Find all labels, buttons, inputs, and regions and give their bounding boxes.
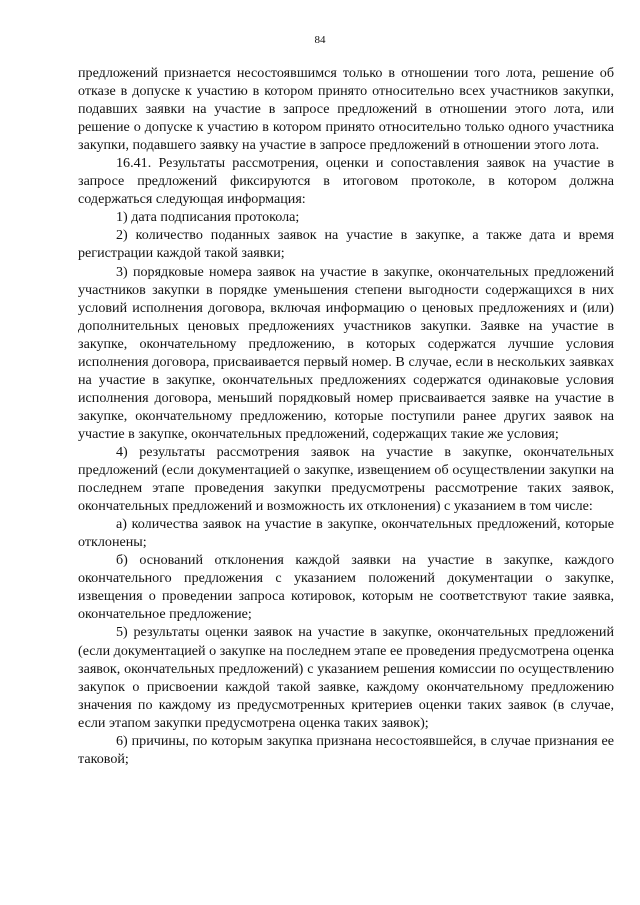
document-body [78,64,614,768]
list-item-3: 3) порядковые номера заявок на участие в закупке, окончательных предложений участников закупки в порядке уменьшения степени выгодности содержащихся в них условий исполнения договора, включая информацию о ценовых предложениях и (или) дополнительных ценовых предложениях участников закупки. Заявке на участие в закупке, окончательному предложению, в которых содержатся лучшие условия исполнения договора, присваивается первый номер. В случае, если в нескольких заявках на участие в закупке, окончательных предложениях содержатся одинаковые условия исполнения договора, меньший порядковый номер присваивается заявке на участие в закупке, окончательному предложению, которые поступили ранее других заявок на участие в закупке, окончательных предложений, содержащих такие же условия; [78,263,614,442]
list-item-5: 5) результаты оценки заявок на участие в закупке, окончательных предложений (если документацией о закупке на последнем этапе ее проведения предусмотрена оценка заявок, окончательных предложений) с указанием решения комиссии по осуществлению закупок о присвоении каждой такой заявке, каждому окончательному предложению значения по каждому из предусмотренных критериев оценки таких заявок (в случае, если этапом закупки предусмотрена оценка таких заявок); [78,624,614,731]
paragraph-16-41: 16.41. Результаты рассмотрения, оценки и сопоставления заявок на участие в запросе предложений фиксируются в итоговом протоколе, в котором должна содержаться следующая информация: [78,155,614,208]
page-number: 84 [314,34,326,46]
paragraph-continuation: предложений признается несостоявшимся только в отношении того лота, решение об отказе в допуске к участию в котором принято относительно всех участников закупки, подавших заявки на участие в запросе предложений в отношении этого лота, или решение о допуске к участию в котором принято относительно только одного участника закупки, подавшего заявку на участие в запросе предложений в отношении этого лота. [78,65,614,154]
list-item-6: 6) причины, по которым закупка признана несостоявшейся, в случае признания ее таковой; [78,732,614,767]
list-item-2: 2) количество поданных заявок на участие в закупке, а также дата и время регистрации каждой такой заявки; [78,227,614,262]
list-item-4b: б) оснований отклонения каждой заявки на участие в закупке, каждого окончательного предложения с указанием положений документации о закупке, извещения о проведении запроса котировок, которым не соответствуют такие заявка, окончательное предложение; [78,552,614,623]
list-item-4: 4) результаты рассмотрения заявок на участие в закупке, окончательных предложений (если документацией о закупке, извещением об осуществлении закупки на последнем этапе проведения закупки предусмотрены рассмотрение таких заявок, окончательных предложений и возможность их отклонения) с указанием в том числе: [78,443,614,515]
list-item-4a: а) количества заявок на участие в закупке, окончательных предложений, которые отклонены; [78,516,614,551]
list-item-1: 1) дата подписания протокола; [116,209,300,226]
